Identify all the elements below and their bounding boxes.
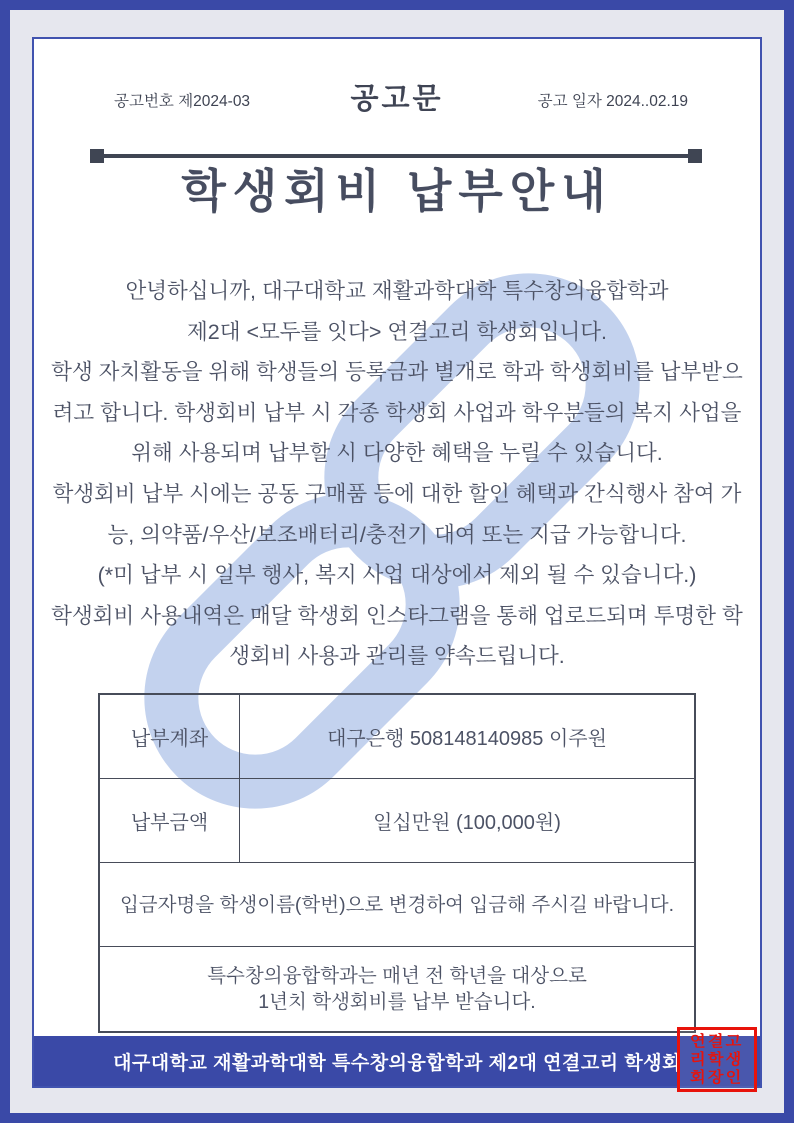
period-note-line1: 특수창의융합학과는 매년 전 학년을 대상으로	[207, 965, 587, 987]
body-line: 학생 자치활동을 위해 학생들의 등록금과 별개로 학과 학생회비를 납부받으	[51, 360, 743, 385]
page-title: 학생회비 납부안내	[181, 165, 613, 217]
deposit-note: 입금자명을 학생이름(학번)으로 변경하여 입금해 주시길 바랍니다.	[119, 893, 675, 916]
document-header	[34, 77, 760, 117]
notice-number: 공고번호 제2024-03	[114, 93, 251, 110]
table-row-deposit-note	[100, 863, 694, 947]
payment-table	[98, 693, 696, 1033]
footer-organization: 대구대학교 재활과학대학 특수창의융합학과 제2대 연결고리 학생회	[113, 1052, 681, 1074]
body-line: 학생회비 납부 시에는 공동 구매품 등에 대한 할인 혜택과 간식행사 참여 가	[52, 481, 742, 506]
body-line: (*미 납부 시 일부 행사, 복지 사업 대상에서 제외 될 수 있습니다.)	[97, 563, 697, 588]
body-line: 위해 사용되며 납부할 시 다양한 혜택을 누릴 수 있습니다.	[131, 441, 663, 466]
account-label: 납부계좌	[100, 695, 240, 778]
period-note	[100, 947, 694, 1031]
body-line: 학생회비 사용내역은 매달 학생회 인스타그램을 통해 업로드되며 투명한 학	[51, 603, 743, 628]
footer-bar	[34, 1036, 760, 1086]
body-line: 려고 합니다. 학생회비 납부 시 각종 학생회 사업과 학우분들의 복지 사업을	[52, 400, 742, 425]
body-line: 안녕하십니까, 대구대학교 재활과학대학 특수창의융합학과	[125, 279, 669, 303]
amount-value: 일십만원 (100,000원)	[373, 812, 561, 834]
body-line: 능, 의약품/우산/보조배터리/충전기 대여 또는 지급 가능합니다.	[107, 522, 687, 547]
document-type-label: 공고문	[350, 83, 444, 115]
amount-label: 납부금액	[100, 779, 240, 862]
document-content	[32, 37, 762, 1088]
body-line: 제2대 <모두를 잇다> 연결고리 학생회입니다.	[186, 319, 607, 344]
period-note-line2: 1년치 학생회비를 납부 받습니다.	[258, 991, 536, 1013]
seal-row: 회장인	[690, 1068, 744, 1086]
table-row-period-note	[100, 947, 694, 1031]
seal-row: 연결고	[690, 1032, 744, 1050]
account-value: 대구은행 508148140985 이주원	[327, 728, 607, 750]
table-row-amount	[100, 779, 694, 863]
body-paragraph	[44, 271, 750, 677]
notice-date: 공고 일자 2024..02.19	[537, 93, 688, 110]
seal-row: 리학생	[690, 1050, 744, 1068]
table-row-account	[100, 695, 694, 779]
body-line: 생회비 사용과 관리를 약속드립니다.	[229, 644, 565, 669]
official-seal-stamp	[677, 1027, 757, 1092]
